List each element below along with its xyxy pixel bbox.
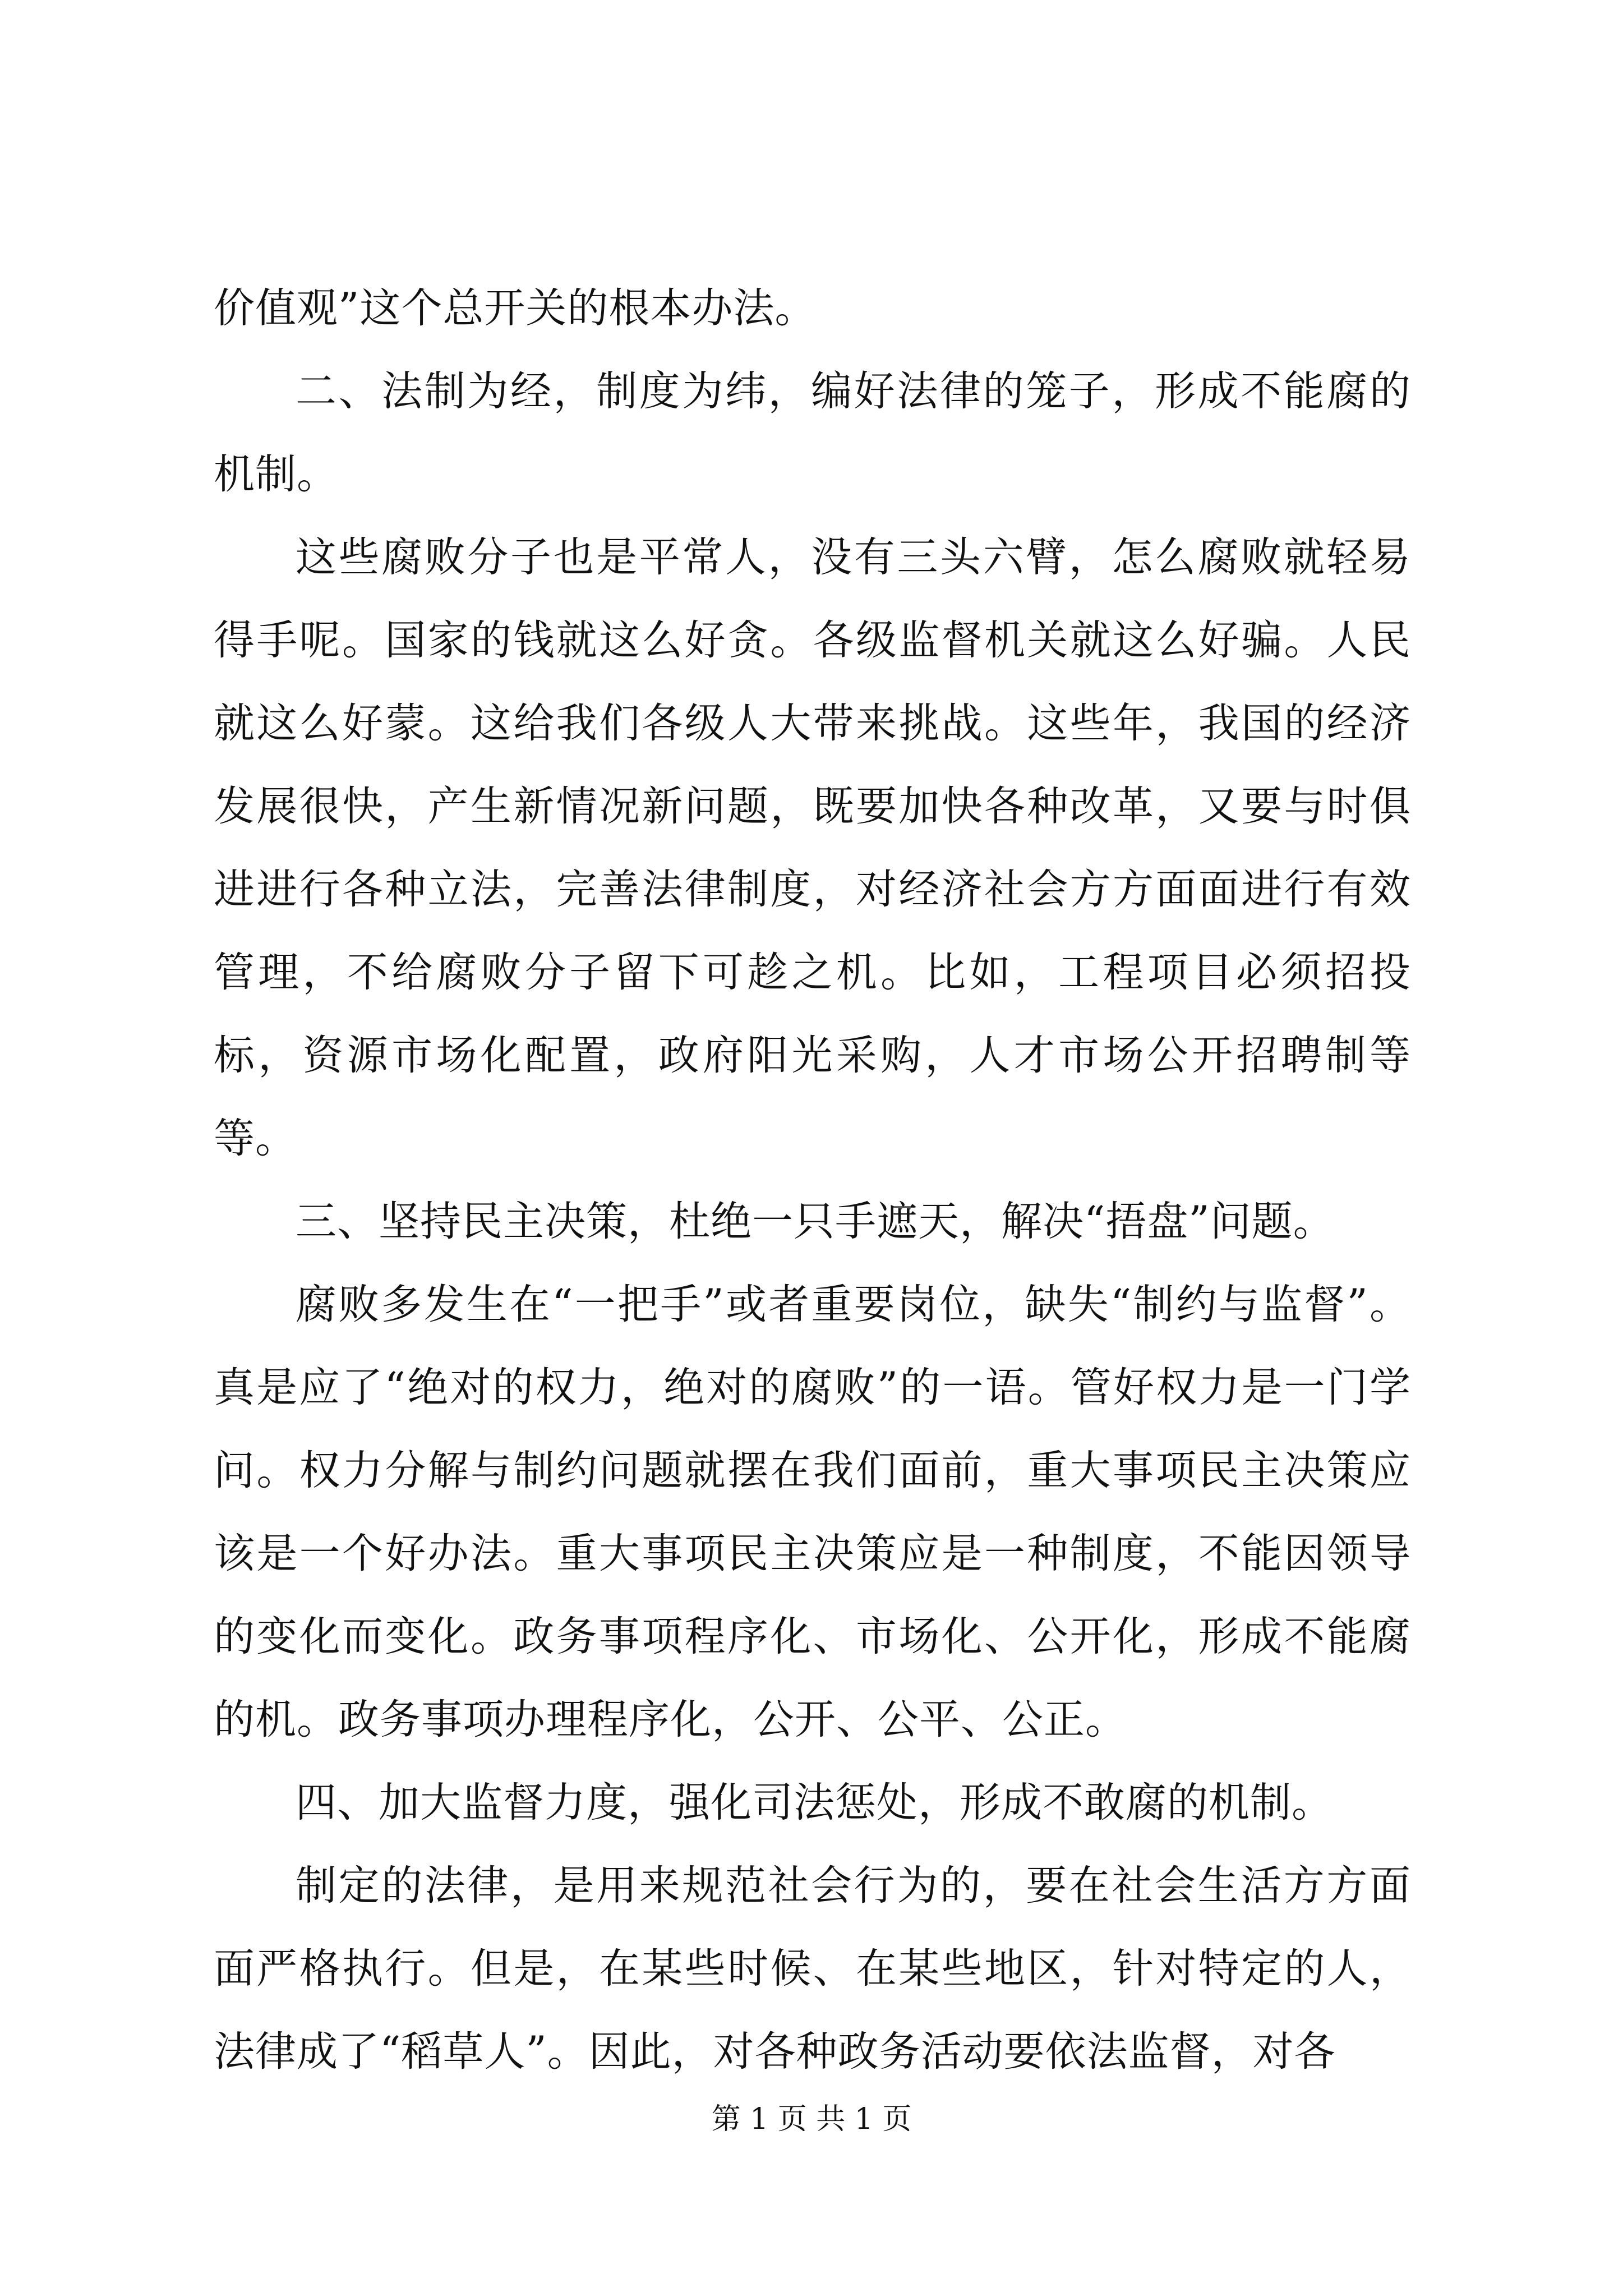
heading-section-3: 三、坚持民主决策，杜绝一只手遮天，解决“捂盘”问题。	[296, 1198, 1335, 1245]
paragraph-section-4-body: 制定的法律，是用来规范社会行为的，要在社会生活方方面面严格执行。但是，在某些时候、在某些地区，针对特定的人，法律成了“稻草人”。因此，对各种政务活动要依法监督，对各	[214, 1862, 1411, 2076]
heading-section-2: 二、法制为经，制度为纬，编好法律的笼子，形成不能腐的机制。	[214, 367, 1411, 498]
paragraph-section-3-body: 腐败多发生在“一把手”或者重要岗位，缺失“制约与监督”。真是应了“绝对的权力，绝对的腐败”的一语。管好权力是一门学问。权力分解与制约问题就摆在我们面前，重大事项民主决策应该是一个好办法。重大事项民主决策应是一种制度，不能因领导的变化而变化。政务事项程序化、市场化、公开化，形成不能腐的机。政务事项办理程序化，公开、公平、公正。	[214, 1281, 1411, 1743]
page-footer: 第 1 页 共 1 页	[711, 2102, 912, 2136]
heading-section-4: 四、加大监督力度，强化司法惩处，形成不敢腐的机制。	[296, 1779, 1333, 1826]
paragraph-section-2-body: 这些腐败分子也是平常人，没有三头六臂，怎么腐败就轻易得手呢。国家的钱就这么好贪。各级监督机关就这么好骗。人民就这么好蒙。这给我们各级人大带来挑战。这些年，我国的经济发展很快，产生新情况新问题，既要加快各种改革，又要与时俱进进行各种立法，完善法律制度，对经济社会方方面面进行有效管理，不给腐败分子留下可趁之机。比如，工程项目必须招投标，资源市场化配置，政府阳光采购，人才市场公开招聘制等等。	[214, 533, 1411, 1162]
document-body	[214, 267, 1411, 2093]
paragraph-continuation: 价值观”这个总开关的根本办法。	[214, 284, 817, 332]
